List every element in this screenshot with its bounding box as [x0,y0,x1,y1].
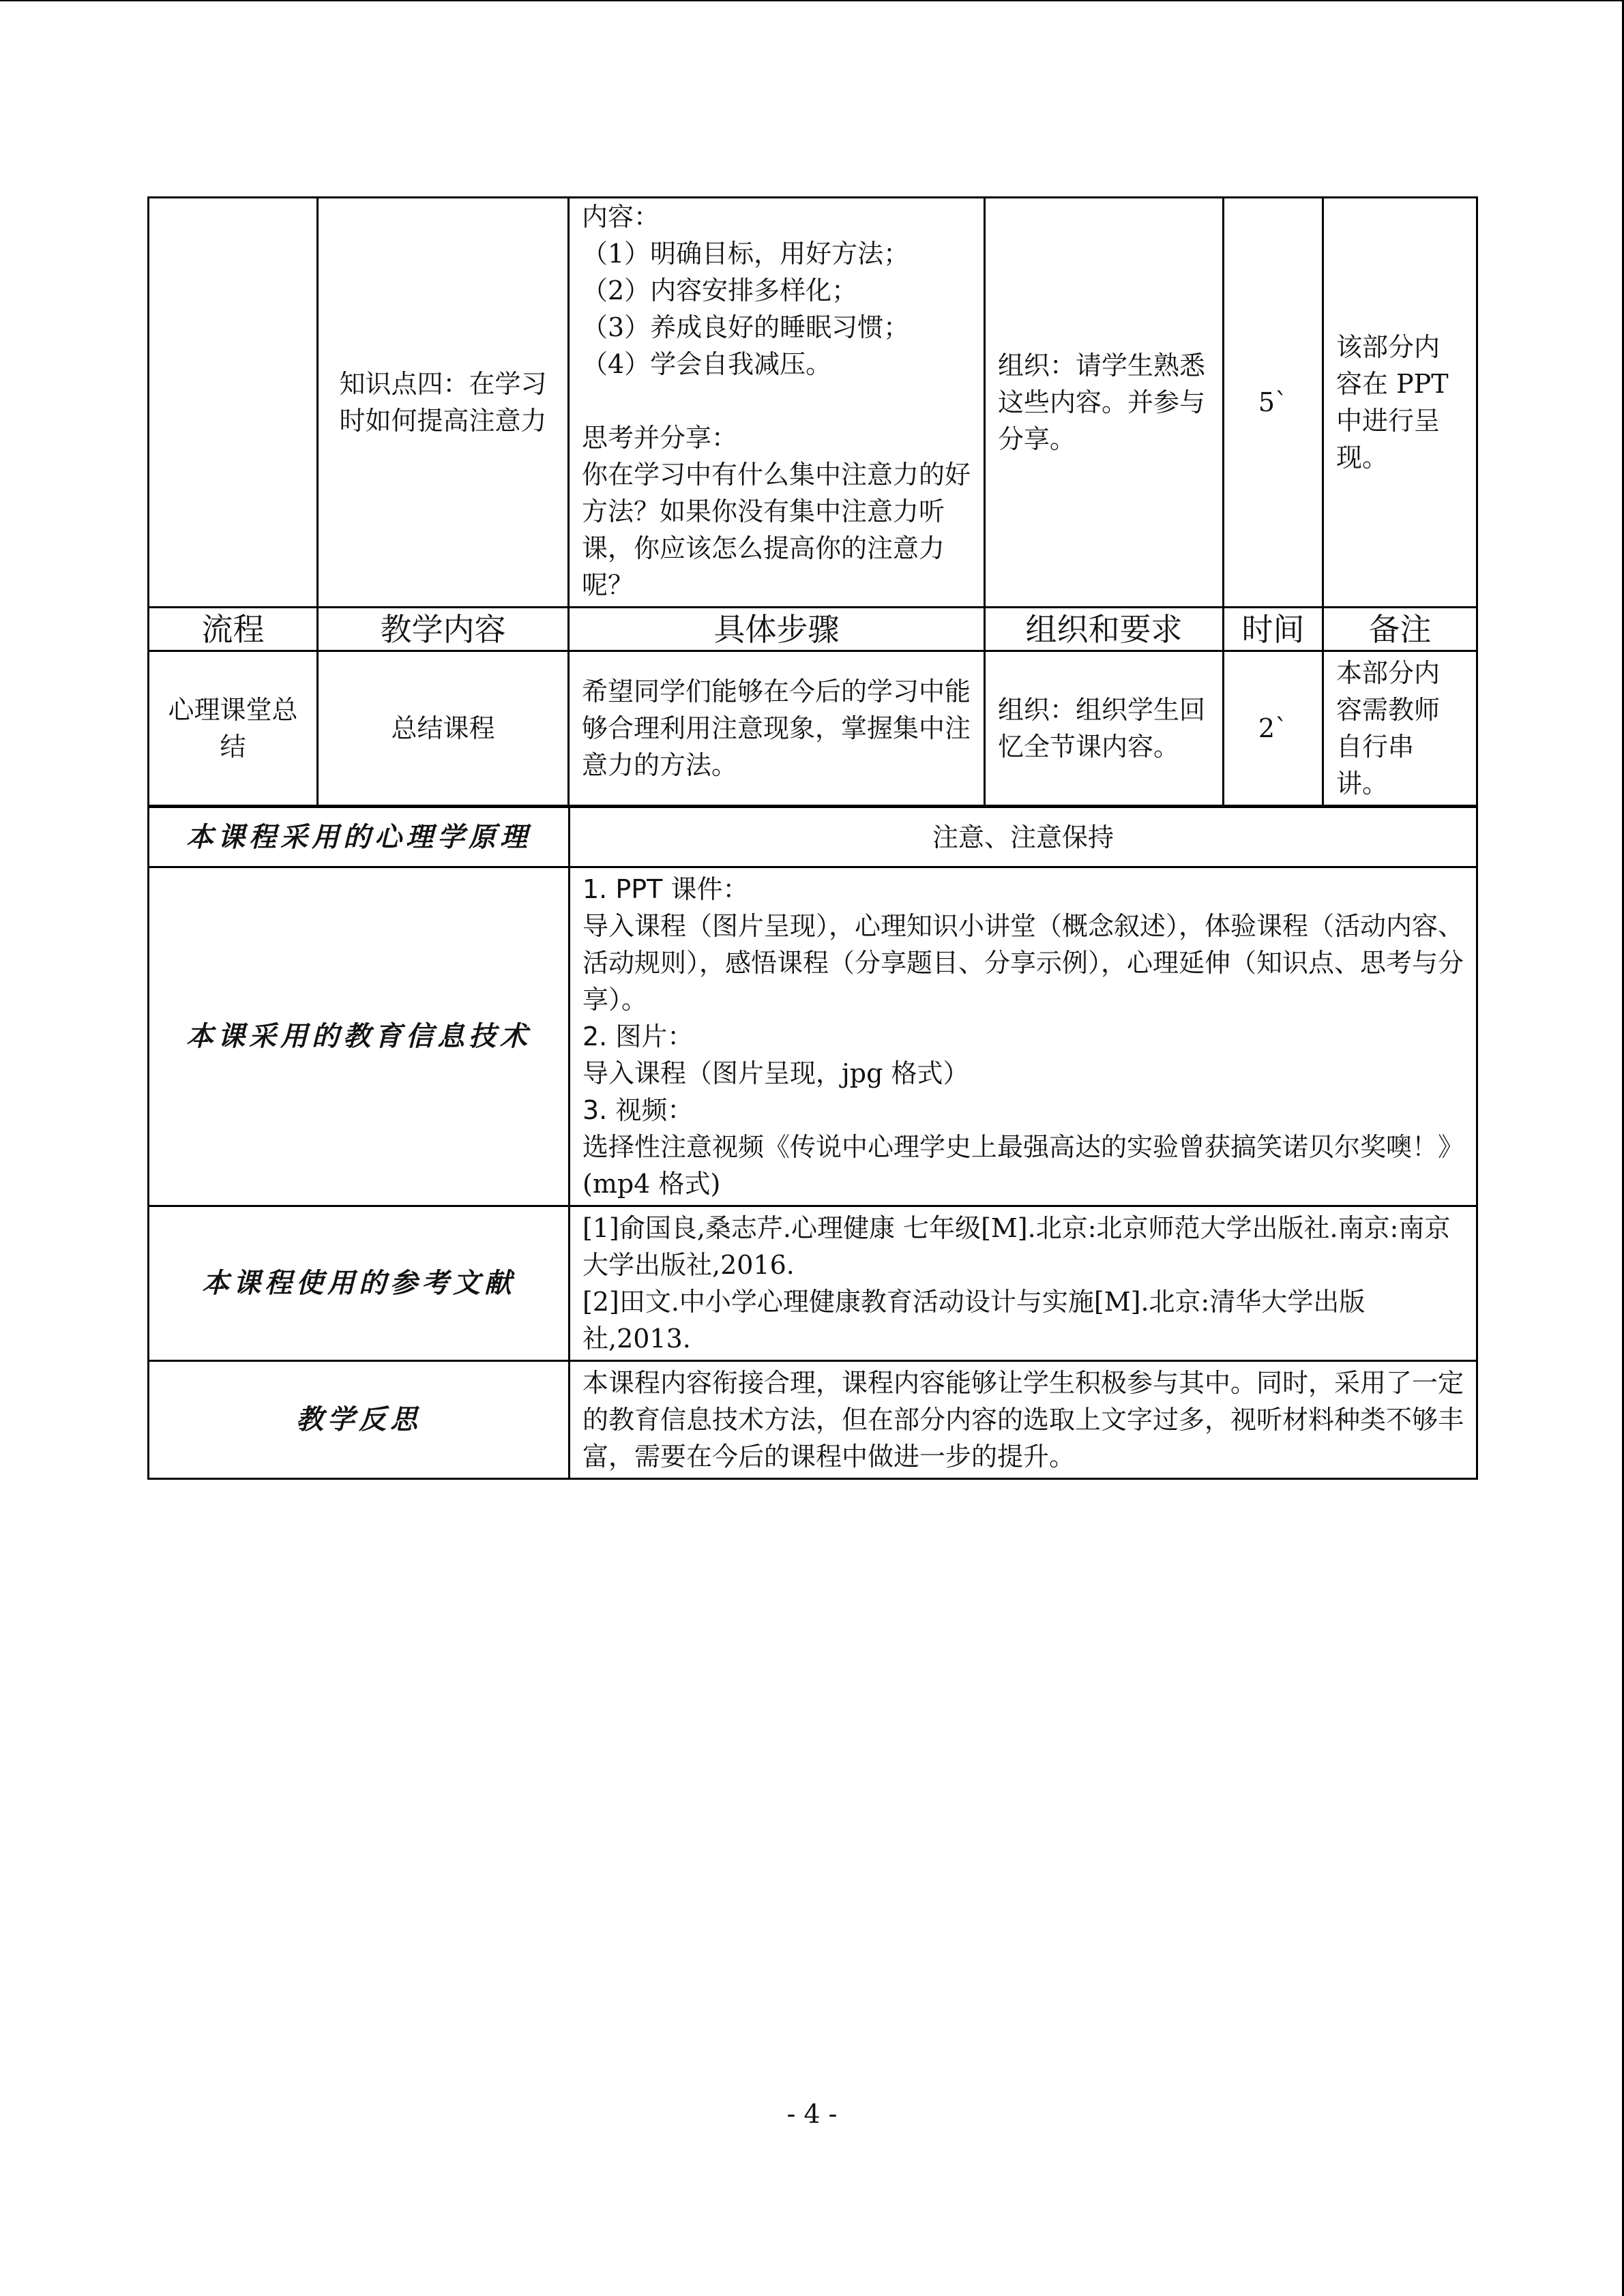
steps-line: （3）养成良好的睡眠习惯； [582,312,910,342]
summary-row [149,651,1477,806]
header-row [149,608,1477,651]
time-cell: 2` [1224,651,1323,806]
tech-line: 2. 图片： [582,1022,694,1052]
tech-row [149,867,1477,1206]
header-note: 备注 [1323,608,1477,651]
header-organization: 组织和要求 [985,608,1224,651]
references-row [149,1206,1477,1361]
reflection-label: 教学反思 [149,1361,570,1479]
tech-value [570,867,1477,1206]
steps-cell [569,198,985,608]
time-cell: 5` [1224,198,1323,608]
knowledge-point-row [149,198,1477,608]
note-cell: 该部分内容在 PPT 中进行呈现。 [1323,198,1477,608]
tech-label: 本课采用的教育信息技术 [149,867,570,1206]
page-number: - 4 - [786,2099,838,2129]
references-label: 本课程使用的参考文献 [149,1206,570,1361]
steps-line: （2）内容安排多样化； [582,275,858,305]
principle-row [149,807,1477,867]
organization-cell: 组织：组织学生回忆全节课内容。 [985,651,1224,806]
flow-cell-empty [149,198,318,608]
reflection-value: 本课程内容衔接合理，课程内容能够让学生积极参与其中。同时，采用了一定的教育信息技术方法，但在部分内容的选取上文字过多，视听材料种类不够丰富，需要在今后的课程中做进一步的提升。 [570,1361,1477,1479]
steps-line: 思考并分享： [582,423,738,453]
steps-cell: 希望同学们能够在今后的学习中能够合理利用注意现象，掌握集中注意力的方法。 [569,651,985,806]
references-value [570,1206,1477,1361]
principle-value: 注意、注意保持 [570,807,1477,867]
tech-line: 导入课程（图片呈现），心理知识小讲堂（概念叙述），体验课程（活动内容、活动规则），感悟课程（分享题目、分享示例），心理延伸（知识点、思考与分享）。 [582,911,1464,1015]
header-time: 时间 [1224,608,1323,651]
knowledge-point-cell: 知识点四：在学习时如何提高注意力 [318,198,569,608]
tech-line: 3. 视频： [582,1095,694,1125]
tech-line: 导入课程（图片呈现，jpg 格式） [582,1058,969,1088]
note-cell: 本部分内容需教师自行串讲。 [1323,651,1477,806]
reference-item: [2]田文.中小学心理健康教育活动设计与实施[M].北京:清华大学出版社,2013. [582,1287,1365,1354]
steps-line: 内容： [582,202,660,232]
organization-cell: 组织：请学生熟悉这些内容。并参与分享。 [985,198,1224,608]
steps-blank-line [582,383,971,419]
flow-cell: 心理课堂总结 [149,651,318,806]
reference-item: [1]俞国良,桑志芹.心理健康 七年级[M].北京:北京师范大学出版社.南京:南京大学出版社,2016. [582,1213,1451,1280]
reflection-row [149,1361,1477,1479]
header-flow: 流程 [149,608,318,651]
header-steps: 具体步骤 [569,608,985,651]
steps-line: （4）学会自我减压。 [582,349,832,379]
course-info-table [147,806,1478,1480]
tech-line: 1. PPT 课件： [582,874,749,904]
content-cell: 总结课程 [318,651,569,806]
lesson-steps-table [147,196,1478,807]
header-content: 教学内容 [318,608,569,651]
page-border-top [0,0,1624,1]
tech-line: 选择性注意视频《传说中心理学史上最强高达的实验曾获搞笑诺贝尔奖噢！》(mp4 格式) [582,1132,1464,1199]
steps-line: 你在学习中有什么集中注意力的好方法？如果你没有集中注意力听课，你应该怎么提高你的注意力呢？ [582,460,971,600]
principle-label: 本课程采用的心理学原理 [149,807,570,867]
steps-line: （1）明确目标，用好方法； [582,239,910,269]
